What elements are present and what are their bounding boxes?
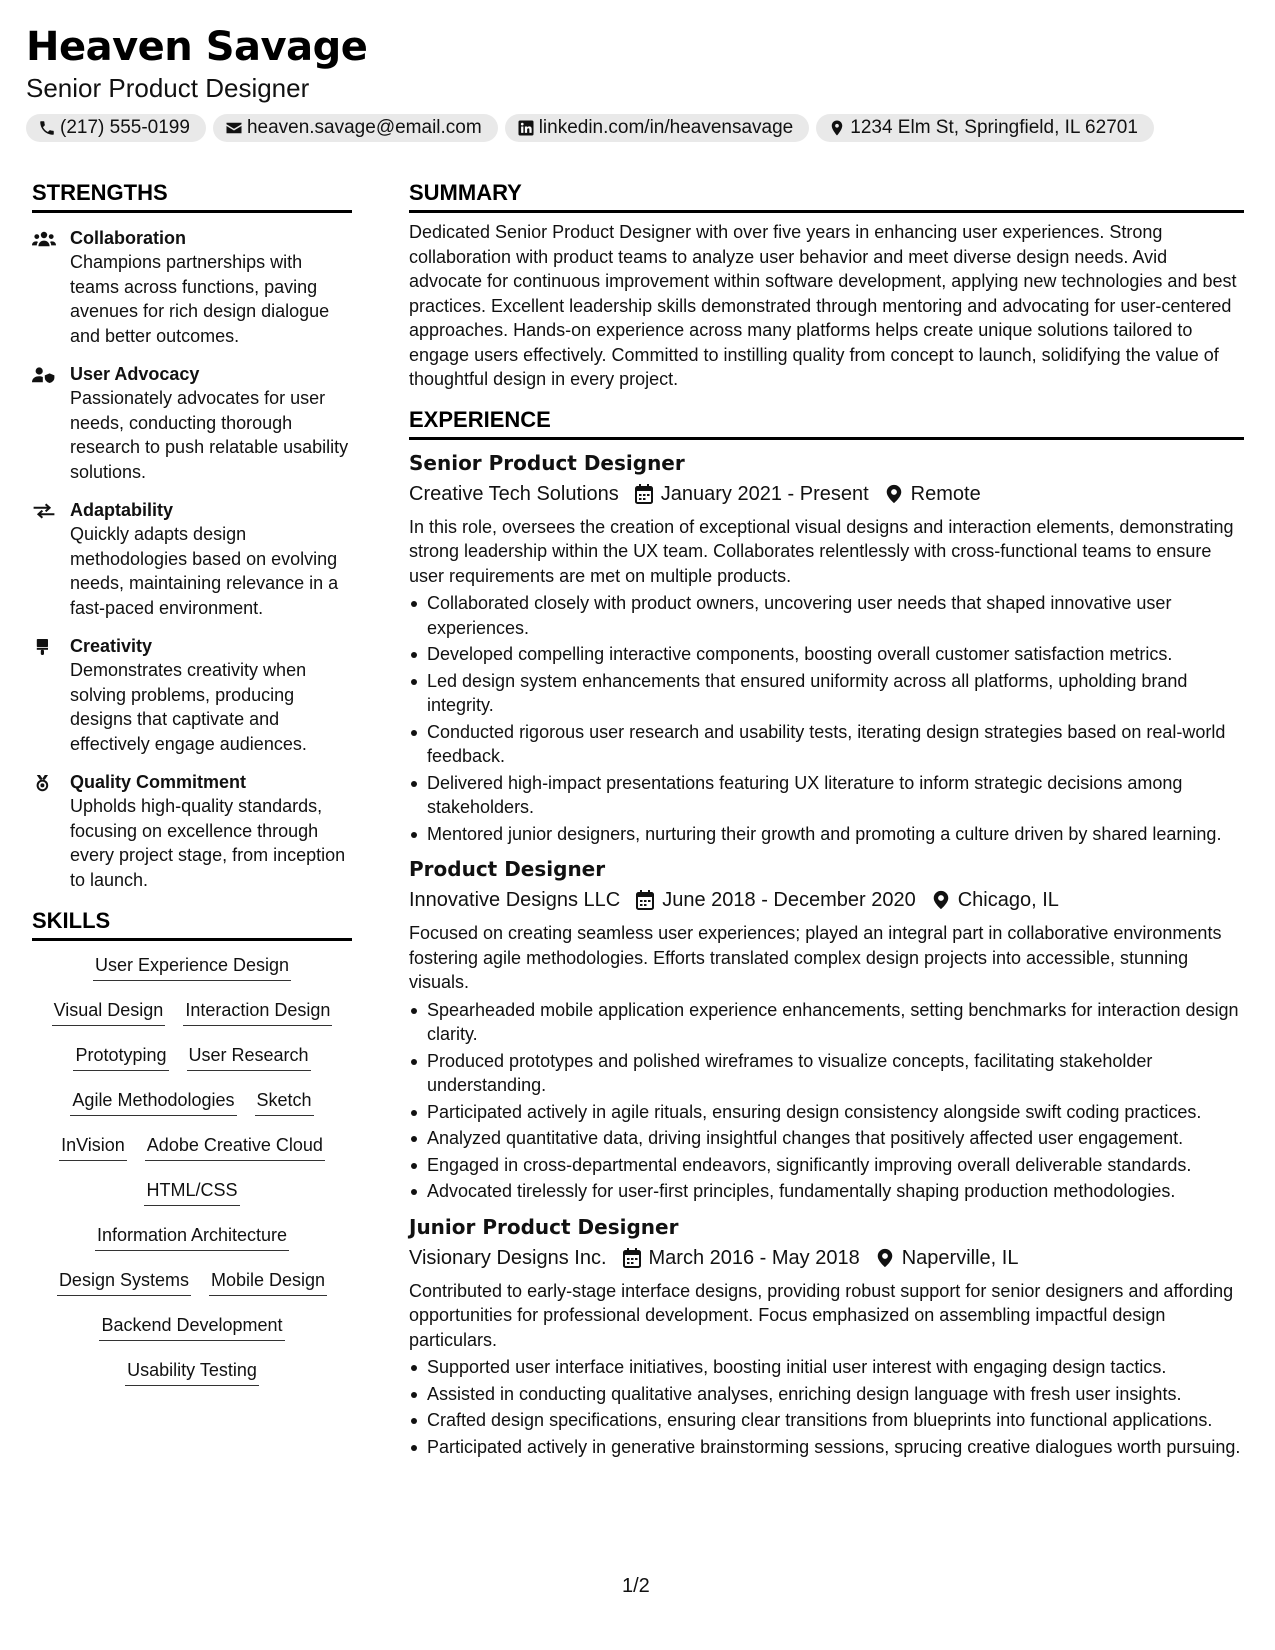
- phone-text: (217) 555-0199: [60, 117, 190, 138]
- candidate-name: Heaven Savage: [26, 24, 368, 70]
- job-description: Focused on creating seamless user experiences; played an integral part in collaborative environments fostering agile methodologies. Efforts translated complex design projects into accessible, stunning visuals.: [409, 923, 1222, 992]
- strength-desc: Upholds high-quality standards, focusing on excellence through every project stage, from inception to launch.: [70, 796, 346, 890]
- job-meta: [409, 1242, 1244, 1274]
- job-meta: [409, 884, 1244, 916]
- job-bullet: Collaborated closely with product owners, uncovering user needs that shaped innovative user experiences.: [409, 591, 1244, 640]
- skill-tag: User Research: [187, 1043, 311, 1071]
- strengths-heading: STRENGTHS: [32, 178, 352, 213]
- strength-desc: Passionately advocates for user needs, conducting thorough research to push relatable usability solutions.: [70, 388, 349, 482]
- paint-brush-icon: [32, 637, 56, 657]
- calendar-icon: [636, 890, 654, 910]
- skills-section: [32, 906, 352, 1403]
- phone-icon: [38, 119, 56, 137]
- summary-section: [409, 178, 1244, 392]
- job-meta: [409, 478, 1244, 510]
- job-bullet: Mentored junior designers, nurturing their growth and promoting a culture driven by shared learning.: [409, 822, 1244, 847]
- job-description: Contributed to early-stage interface designs, providing robust support for senior designers and affording opportunities for professional development. Focus emphasized on assembling impactful design particulars.: [409, 1280, 1234, 1350]
- strength-desc: Demonstrates creativity when solving problems, producing designs that captivate and effectively engage audiences.: [70, 660, 307, 754]
- job-bullet: Developed compelling interactive components, boosting overall customer satisfaction metrics.: [409, 642, 1244, 667]
- job-bullets: [409, 998, 1244, 1204]
- contact-bar: [26, 114, 1154, 142]
- job-bullets: [409, 1355, 1244, 1459]
- job-title: Product Designer: [409, 857, 606, 881]
- job-entry: [409, 854, 1244, 1204]
- job-dates: January 2021 - Present: [660, 482, 869, 505]
- map-pin-icon: [876, 1248, 894, 1268]
- calendar-icon: [623, 1248, 641, 1268]
- strength-title: Collaboration: [70, 228, 186, 248]
- skill-tag: Usability Testing: [125, 1358, 259, 1386]
- calendar-icon: [635, 484, 653, 504]
- job-entry: [409, 1212, 1244, 1460]
- summary-heading: SUMMARY: [409, 178, 1244, 213]
- job-bullet: Supported user interface initiatives, boosting initial user interest with engaging design tactics.: [409, 1355, 1244, 1380]
- email-text: heaven.savage@email.com: [246, 117, 482, 138]
- job-bullet: Participated actively in generative brainstorming sessions, sprucing creative dialogues worth pursuing.: [409, 1435, 1244, 1460]
- job-company: Visionary Designs Inc.: [409, 1246, 607, 1269]
- job-entry: [409, 448, 1244, 847]
- job-dates: June 2018 - December 2020: [662, 889, 916, 911]
- job-title: Senior Product Designer: [409, 450, 685, 475]
- linkedin-icon: [517, 119, 535, 137]
- job-bullet: Engaged in cross-departmental endeavors, significantly improving overall deliverable standards.: [409, 1153, 1244, 1178]
- job-bullet: Led design system enhancements that ensured uniformity across all platforms, upholding brand integrity.: [409, 669, 1244, 718]
- skill-tag: Interaction Design: [183, 998, 332, 1026]
- skill-tag: Sketch: [255, 1088, 314, 1116]
- job-location: Remote: [910, 482, 981, 505]
- page-number: 1/2: [622, 1575, 650, 1597]
- strength-item: [32, 498, 352, 620]
- job-bullets: [409, 591, 1244, 846]
- map-pin-icon: [885, 484, 903, 504]
- experience-heading: EXPERIENCE: [409, 405, 1244, 440]
- strength-item: [32, 634, 352, 756]
- contact-linkedin[interactable]: [505, 114, 810, 142]
- job-bullet: Spearheaded mobile application experience enhancements, setting benchmarks for interaction design clarity.: [409, 998, 1244, 1047]
- skill-tag: Adobe Creative Cloud: [145, 1133, 325, 1161]
- skill-tag: Design Systems: [57, 1268, 191, 1296]
- job-bullet: Conducted rigorous user research and usability tests, iterating design strategies based on real-world feedback.: [409, 720, 1244, 769]
- strength-title: Adaptability: [70, 500, 174, 520]
- contact-email[interactable]: [213, 114, 498, 142]
- job-company: Innovative Designs LLC: [409, 889, 621, 911]
- skill-tag: Visual Design: [52, 998, 166, 1026]
- left-column: [32, 178, 352, 1403]
- job-bullet: Advocated tirelessly for user-first principles, fundamentally shaping production methodologies.: [409, 1179, 1244, 1204]
- skill-tag: User Experience Design: [93, 953, 291, 981]
- experience-section: [409, 405, 1244, 1460]
- resume-header: [26, 22, 1154, 142]
- strength-item: [32, 226, 352, 348]
- job-location: Chicago, IL: [957, 889, 1059, 911]
- medal-icon: [32, 773, 56, 793]
- contact-phone[interactable]: [26, 114, 206, 142]
- skill-tag: InVision: [59, 1133, 127, 1161]
- skills-heading: SKILLS: [32, 906, 352, 941]
- strength-item: [32, 770, 352, 892]
- job-bullet: Analyzed quantitative data, driving insightful changes that positively affected user engagement.: [409, 1126, 1244, 1151]
- skill-tag: HTML/CSS: [144, 1178, 239, 1206]
- users-icon: [32, 229, 56, 249]
- skill-tag: Mobile Design: [209, 1268, 327, 1296]
- job-description: In this role, oversees the creation of exceptional visual designs and interaction elements, demonstrating strong leadership within the UX team. Collaborates relentlessly with cross-functional teams to ensure user requirements are met on multiple products.: [409, 516, 1234, 586]
- contact-address[interactable]: [816, 114, 1154, 142]
- candidate-role: Senior Product Designer: [26, 73, 310, 103]
- map-pin-icon: [828, 119, 846, 137]
- strength-title: User Advocacy: [70, 364, 200, 384]
- job-bullet: Delivered high-impact presentations featuring UX literature to inform strategic decisions among stakeholders.: [409, 771, 1244, 820]
- address-text: 1234 Elm St, Springfield, IL 62701: [850, 117, 1138, 138]
- job-bullet: Assisted in conducting qualitative analyses, enriching design language with fresh user insights.: [409, 1382, 1244, 1407]
- skill-tag: Prototyping: [73, 1043, 168, 1071]
- arrows-exchange-icon: [32, 501, 56, 521]
- job-dates: March 2016 - May 2018: [648, 1246, 860, 1269]
- strength-desc: Champions partnerships with teams across functions, paving avenues for rich design dialogue and better outcomes.: [70, 252, 330, 346]
- job-bullet: Crafted design specifications, ensuring clear transitions from blueprints into functional applications.: [409, 1408, 1244, 1433]
- linkedin-text: linkedin.com/in/heavensavage: [538, 117, 794, 138]
- skill-tag: Information Architecture: [95, 1223, 289, 1251]
- strength-desc: Quickly adapts design methodologies based on evolving needs, maintaining relevance in a fast-paced environment.: [70, 524, 339, 618]
- envelope-icon: [225, 119, 243, 137]
- job-bullet: Participated actively in agile rituals, ensuring design consistency alongside swift coding practices.: [409, 1100, 1244, 1125]
- job-company: Creative Tech Solutions: [409, 482, 619, 505]
- skill-tag: Agile Methodologies: [70, 1088, 236, 1116]
- strength-title: Quality Commitment: [70, 772, 247, 792]
- user-shield-icon: [32, 365, 56, 385]
- strengths-section: [32, 178, 352, 892]
- strength-item: [32, 362, 352, 484]
- skill-tag: Backend Development: [99, 1313, 284, 1341]
- job-location: Naperville, IL: [901, 1246, 1019, 1269]
- right-column: [409, 178, 1244, 1461]
- summary-text: Dedicated Senior Product Designer with over five years in enhancing user experiences. Strong collaboration with product teams to analyze user behavior and meet diverse design needs. Avid advocate for continuous improvement within software development, applying new technologies and best practices. Excellent leadership skills demonstrated through mentoring and advocating for user-centered approaches. Hands-on experience across many platforms helps create unique solutions tailored to engage users effectively. Committed to instilling quality from concept to launch, solidifying the value of thoughtful design in every project.: [409, 222, 1237, 389]
- map-pin-icon: [932, 890, 950, 910]
- skills-list: [32, 953, 352, 1403]
- strength-title: Creativity: [70, 636, 153, 656]
- job-title: Junior Product Designer: [409, 1214, 679, 1239]
- job-bullet: Produced prototypes and polished wireframes to visualize concepts, facilitating stakeholder understanding.: [409, 1049, 1244, 1098]
